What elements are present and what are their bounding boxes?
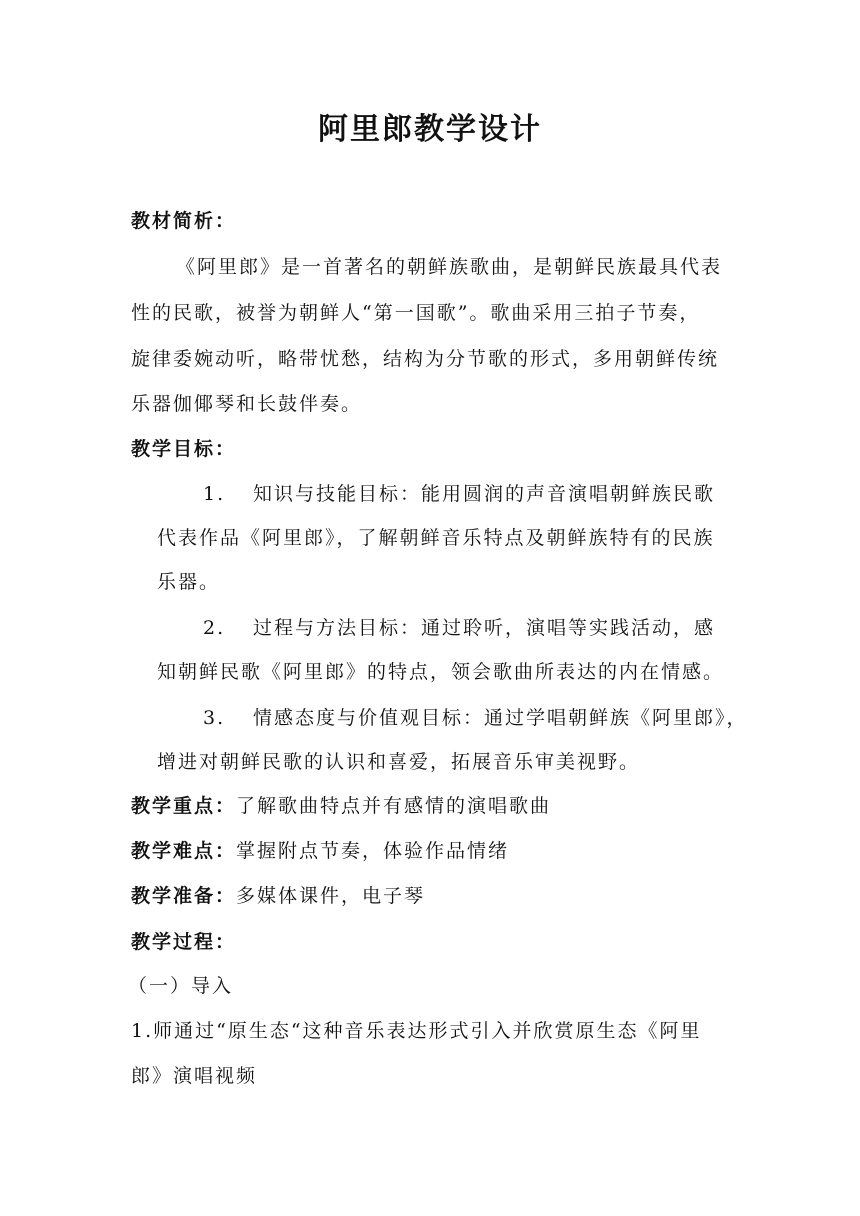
goal-1-text: 知识与技能目标：能用圆润的声音演唱朝鲜族民歌 xyxy=(253,483,716,505)
difficulty-text: 掌握附点节奏，体验作品情绪 xyxy=(236,840,510,862)
focus-text: 了解歌曲特点并有感情的演唱歌曲 xyxy=(236,795,552,817)
goal-2-line-2: 知朝鲜民歌《阿里郎》的特点，领会歌曲所表达的内在情感。 xyxy=(157,661,725,683)
goal-2-number: 2. xyxy=(203,617,226,639)
goal-1-line-3: 乐器。 xyxy=(157,571,221,593)
difficulty-label: 教学难点： xyxy=(131,840,237,862)
goal-3-line-2: 增进对朝鲜民歌的认识和喜爱，拓展音乐审美视野。 xyxy=(157,751,641,773)
materials-heading: 教材简析： xyxy=(131,210,237,232)
goal-1-first-line xyxy=(203,479,715,506)
preparation-line xyxy=(131,881,425,908)
materials-line-2: 性的民歌，被誉为朝鲜人“第一国歌”。歌曲采用三拍子节奏， xyxy=(131,302,701,324)
process-subheading: （一）导入 xyxy=(128,975,234,997)
process-line-1: 1.师通过“原生态“这种音乐表达形式引入并欣赏原生态《阿里 xyxy=(131,1020,702,1042)
focus-label: 教学重点： xyxy=(131,795,237,817)
preparation-label: 教学准备： xyxy=(131,885,237,907)
goal-2-first-line xyxy=(203,613,715,640)
goal-3-first-line xyxy=(203,703,748,730)
goals-heading: 教学目标： xyxy=(131,438,237,460)
document-title: 阿里郎教学设计 xyxy=(318,112,542,147)
preparation-text: 多媒体课件，电子琴 xyxy=(236,885,426,907)
materials-line-1: 《阿里郎》是一首著名的朝鲜族歌曲，是朝鲜民族最具代表 xyxy=(176,256,723,278)
goal-3-number: 3. xyxy=(203,707,226,729)
goal-1-number: 1. xyxy=(203,483,226,505)
process-heading: 教学过程： xyxy=(131,931,237,953)
difficulty-line xyxy=(131,836,509,863)
materials-line-3: 旋律委婉动听，略带忧愁，结构为分节歌的形式，多用朝鲜传统 xyxy=(131,348,720,370)
materials-line-4: 乐器伽倻琴和长鼓伴奏。 xyxy=(131,393,363,415)
goal-2-text: 过程与方法目标：通过聆听，演唱等实践活动，感 xyxy=(253,617,716,639)
focus-line xyxy=(131,791,551,818)
goal-1-line-2: 代表作品《阿里郎》，了解朝鲜音乐特点及朝鲜族特有的民族 xyxy=(157,527,715,549)
goal-3-text: 情感态度与价值观目标：通过学唱朝鲜族《阿里郎》， xyxy=(253,707,748,729)
process-line-2: 郎》演唱视频 xyxy=(131,1065,258,1087)
